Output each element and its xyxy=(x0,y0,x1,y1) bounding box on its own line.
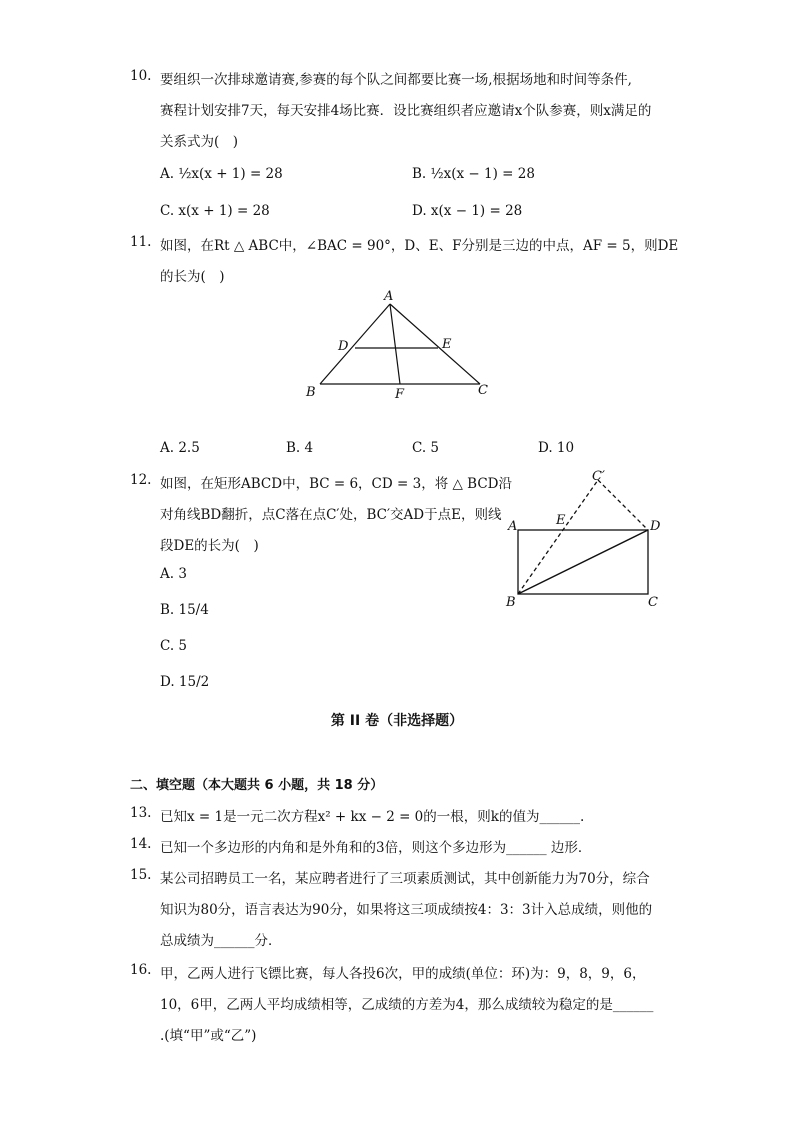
label-b: B xyxy=(506,595,516,610)
q13-text: 已知x = 1是一元二次方程x² + kx − 2 = 0的一根，则k的值为______. xyxy=(160,809,585,825)
q12-number: 12. xyxy=(130,472,152,488)
q11-option-a: A. 2.5 xyxy=(160,440,200,456)
q12-option-c: C. 5 xyxy=(160,638,188,654)
rectangle-fold-figure xyxy=(500,466,676,616)
q15-line-2: 知识为80分，语言表达为90分，如果将这三项成绩按4：3：3计入总成绩，则他的 xyxy=(160,902,653,918)
q15-line-1: 某公司招聘员工一名，某应聘者进行了三项素质测试，其中创新能力为70分，综合 xyxy=(160,871,650,887)
q12-line-1: 如图，在矩形ABCD中，BC = 6，CD = 3，将 △ BCD沿 xyxy=(160,476,512,492)
q15-number: 15. xyxy=(130,867,152,883)
label-e: E xyxy=(442,337,452,352)
label-c: C xyxy=(478,383,488,398)
q10-line-1: 要组织一次排球邀请赛,参赛的每个队之间都要比赛一场,根据场地和时间等条件, xyxy=(160,72,632,88)
q15-line-3: 总成绩为______分． xyxy=(160,933,282,949)
q11-line-2: 的长为( ) xyxy=(160,269,225,285)
label-d: D xyxy=(650,519,661,534)
q10-number: 10. xyxy=(130,68,152,84)
q11-option-b: B. 4 xyxy=(286,440,314,456)
q14-text: 已知一个多边形的内角和是外角和的3倍，则这个多边形为______ 边形． xyxy=(160,840,592,856)
label-f: F xyxy=(395,387,405,402)
q10-option-c: C. x(x + 1) = 28 xyxy=(160,203,270,219)
label-b: B xyxy=(306,385,316,400)
q11-number: 11. xyxy=(130,234,152,250)
folded-bc-prime xyxy=(518,480,598,594)
triangle-figure xyxy=(300,286,500,406)
q12-option-a: A. 3 xyxy=(160,566,187,582)
q11-line-1: 如图，在Rt △ ABC中，∠BAC = 90°，D、E、F分别是三边的中点，AF = 5，则DE xyxy=(160,238,679,254)
q10-option-d: D. x(x − 1) = 28 xyxy=(412,203,523,219)
q16-number: 16. xyxy=(130,962,152,978)
q10-option-b: B. ½x(x − 1) = 28 xyxy=(412,166,535,182)
q11-option-d: D. 10 xyxy=(538,440,575,456)
side-ab xyxy=(320,304,390,384)
segment-af xyxy=(390,304,400,384)
q16-line-3: .(填“甲”或“乙”) xyxy=(160,1028,257,1044)
q10-line-3: 关系式为( ) xyxy=(160,134,239,150)
part-title: 第 II 卷（非选择题） xyxy=(330,713,464,729)
diagonal-bd xyxy=(518,530,648,594)
label-d: D xyxy=(338,339,349,354)
q12-option-b: B. 15/4 xyxy=(160,602,209,618)
folded-c-prime-d xyxy=(598,480,648,530)
label-a: A xyxy=(508,519,518,534)
label-c: C xyxy=(648,595,658,610)
side-ac xyxy=(390,304,480,384)
q16-line-1: 甲，乙两人进行飞镖比赛，每人各投6次，甲的成绩(单位：环)为：9，8，9，6， xyxy=(160,966,646,982)
q10-option-a: A. ½x(x + 1) = 28 xyxy=(160,166,283,182)
q12-line-3: 段DE的长为( ) xyxy=(160,538,259,554)
q12-option-d: D. 15/2 xyxy=(160,674,210,690)
label-c-prime: C′ xyxy=(592,469,605,484)
q16-line-2: 10，6甲，乙两人平均成绩相等，乙成绩的方差为4，那么成绩较为稳定的是______ xyxy=(160,997,654,1013)
q12-line-2: 对角线BD翻折，点C落在点C′处，BC′交AD于点E，则线 xyxy=(160,507,502,523)
label-e: E xyxy=(556,513,566,528)
q11-option-c: C. 5 xyxy=(412,440,440,456)
section-heading: 二、填空题（本大题共 6 小题，共 18 分） xyxy=(130,778,384,793)
q13-number: 13. xyxy=(130,805,152,821)
q14-number: 14. xyxy=(130,836,152,852)
label-a: A xyxy=(384,289,394,304)
q10-line-2: 赛程计划安排7天，每天安排4场比赛．设比赛组织者应邀请x个队参赛，则x满足的 xyxy=(160,103,652,119)
